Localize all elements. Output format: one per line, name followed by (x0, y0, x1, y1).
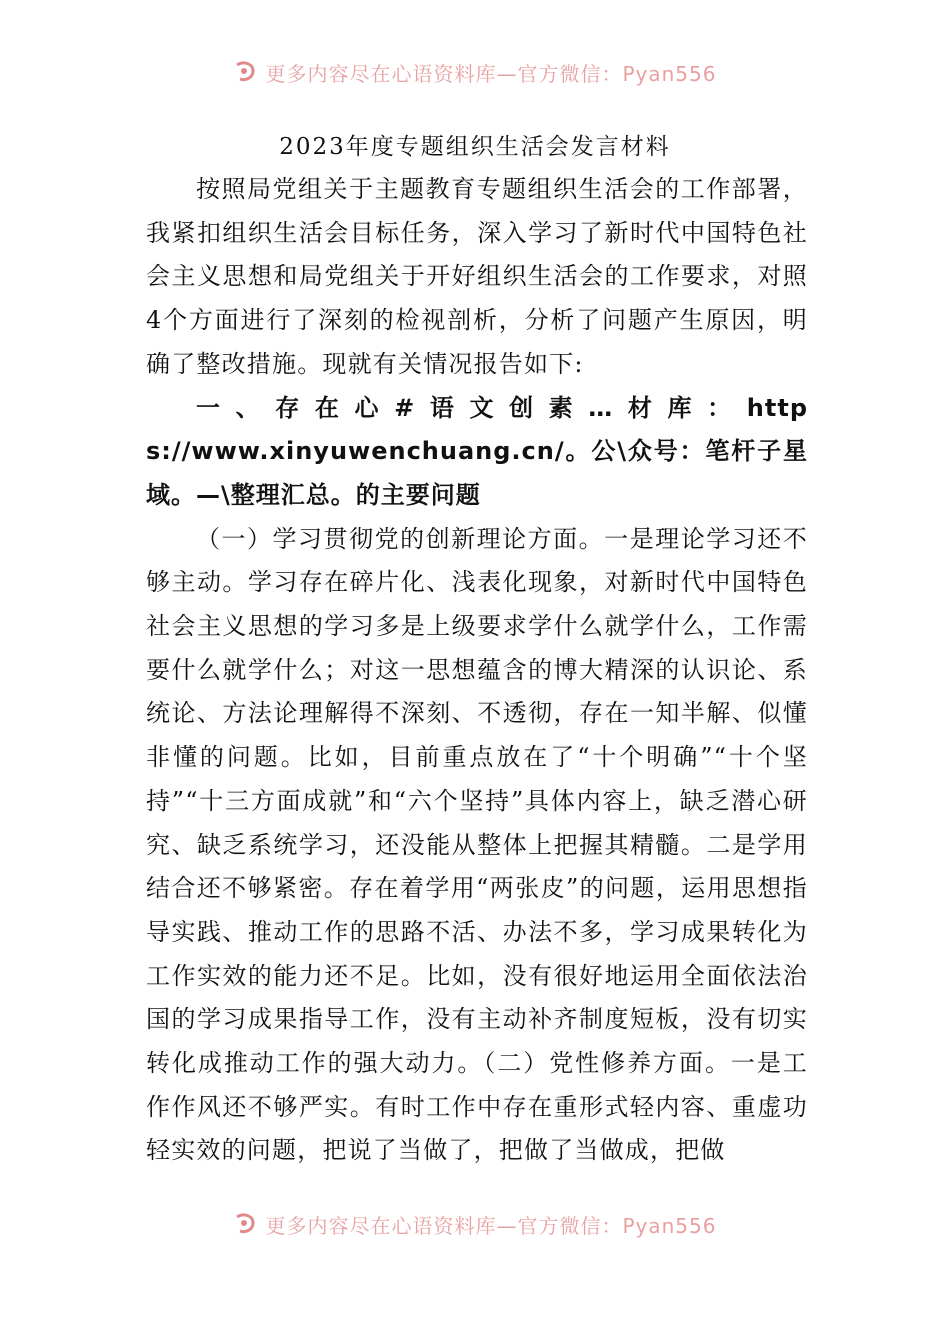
watermark-text: 更多内容尽在心语资料库—官方微信：Pyan556 (265, 1213, 717, 1238)
watermark-text: 更多内容尽在心语资料库—官方微信：Pyan556 (265, 61, 717, 86)
body-paragraph: （一）学习贯彻党的创新理论方面。一是理论学习还不够主动。学习存在碎片化、浅表化现象，对新时代中国特色社会主义思想的学习多是上级要求学什么就学什么，工作需要什么就学什么；对这一思想蕴含的博大精深的认识论、系统论、方法论理解得不深刻、不透彻，存在一知半解、似懂非懂的问题。比如，目前重点放在了“十个明确”“十个坚持”“十三方面成就”和“六个坚持”具体内容上，缺乏潜心研究、缺乏系统学习，还没能从整体上把握其精髓。二是学用结合还不够紧密。存在着学用“两张皮”的问题，运用思想指导实践、推动工作的思路不活、办法不多，学习成果转化为工作实效的能力还不足。比如，没有很好地运用全面依法治国的学习成果指导工作，没有主动补齐制度短板，没有切实转化成推动工作的强大动力。（二）党性修养方面。一是工作作风还不够严实。有时工作中存在重形式轻内容、重虚功轻实效的问题，把说了当做了，把做了当做成，把做 (146, 524, 808, 1165)
brand-logo-icon (233, 1211, 259, 1237)
intro-paragraph: 按照局党组关于主题教育专题组织生活会的工作部署，我紧扣组织生活会目标任务，深入学习了新时代中国特色社会主义思想和局党组关于开好组织生活会的工作要求，对照4个方面进行了深刻的检视剖析，分析了问题产生原因，明确了整改措施。现就有关情况报告如下: (146, 175, 808, 378)
brand-logo-icon (233, 59, 259, 85)
watermark-header (0, 52, 950, 92)
watermark-footer (0, 1204, 950, 1244)
section-heading-lead: 一、存在心#语文创素…材库： (196, 393, 747, 422)
document-title: 2023年度专题组织生活会发言材料 (279, 134, 671, 160)
section-heading (146, 387, 808, 518)
document-body (146, 168, 808, 1173)
section-heading-rest: https://www.xinyuwenchuang.cn/。公\众号：笔杆子星域。—\整理汇总。的主要问题 (146, 393, 808, 509)
